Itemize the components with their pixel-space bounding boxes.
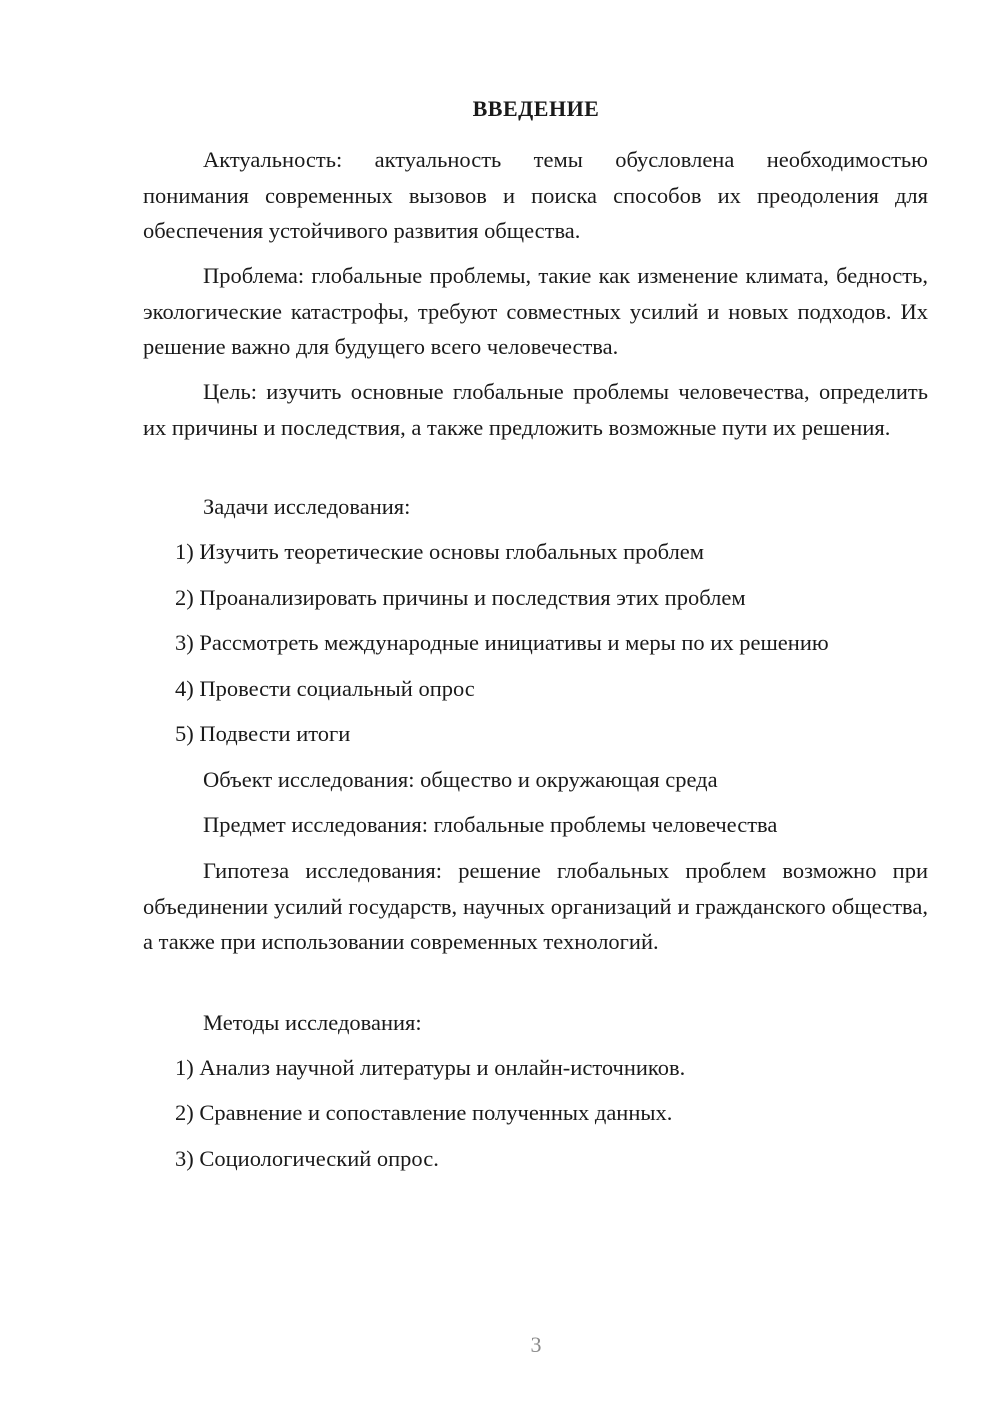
task-item: 2) Проанализировать причины и последствия этих проблем [175, 585, 746, 610]
relevance-block [143, 142, 928, 249]
goal-paragraph: Цель: изучить основные глобальные проблемы человечества, определить их причины и последствия, а также предложить возможные пути их решения. [143, 379, 928, 440]
task-item: 3) Рассмотреть международные инициативы и меры по их решению [175, 630, 829, 655]
goal-block [143, 374, 928, 445]
method-item: 3) Социологический опрос. [175, 1146, 439, 1171]
research-subject: Предмет исследования: глобальные проблемы человечества [203, 812, 778, 837]
task-item: 5) Подвести итоги [175, 721, 351, 746]
problem-block [143, 258, 928, 365]
problem-paragraph: Проблема: глобальные проблемы, такие как изменение климата, бедность, экологические катастрофы, требуют совместных усилий и новых подходов. Их решение важно для будущего всего человечества. [143, 263, 928, 359]
method-item: 1) Анализ научной литературы и онлайн-источников. [175, 1055, 686, 1080]
page-title: ВВЕДЕНИЕ [472, 96, 600, 121]
task-item: 4) Провести социальный опрос [175, 676, 475, 701]
hypothesis-block [143, 853, 928, 960]
relevance-paragraph: Актуальность: актуальность темы обусловлена необходимостью понимания современных вызовов и поиска способов их преодоления для обеспечения устойчивого развития общества. [143, 147, 928, 243]
page-number: 3 [530, 1332, 542, 1357]
hypothesis-paragraph: Гипотеза исследования: решение глобальных проблем возможно при объединении усилий государств, научных организаций и гражданского общества, а также при использовании современных технологий. [143, 858, 928, 954]
task-item: 1) Изучить теоретические основы глобальных проблем [175, 539, 705, 564]
research-object: Объект исследования: общество и окружающая среда [203, 767, 718, 792]
methods-title: Методы исследования: [203, 1010, 422, 1035]
method-item: 2) Сравнение и сопоставление полученных данных. [175, 1100, 673, 1125]
tasks-title: Задачи исследования: [203, 494, 411, 519]
